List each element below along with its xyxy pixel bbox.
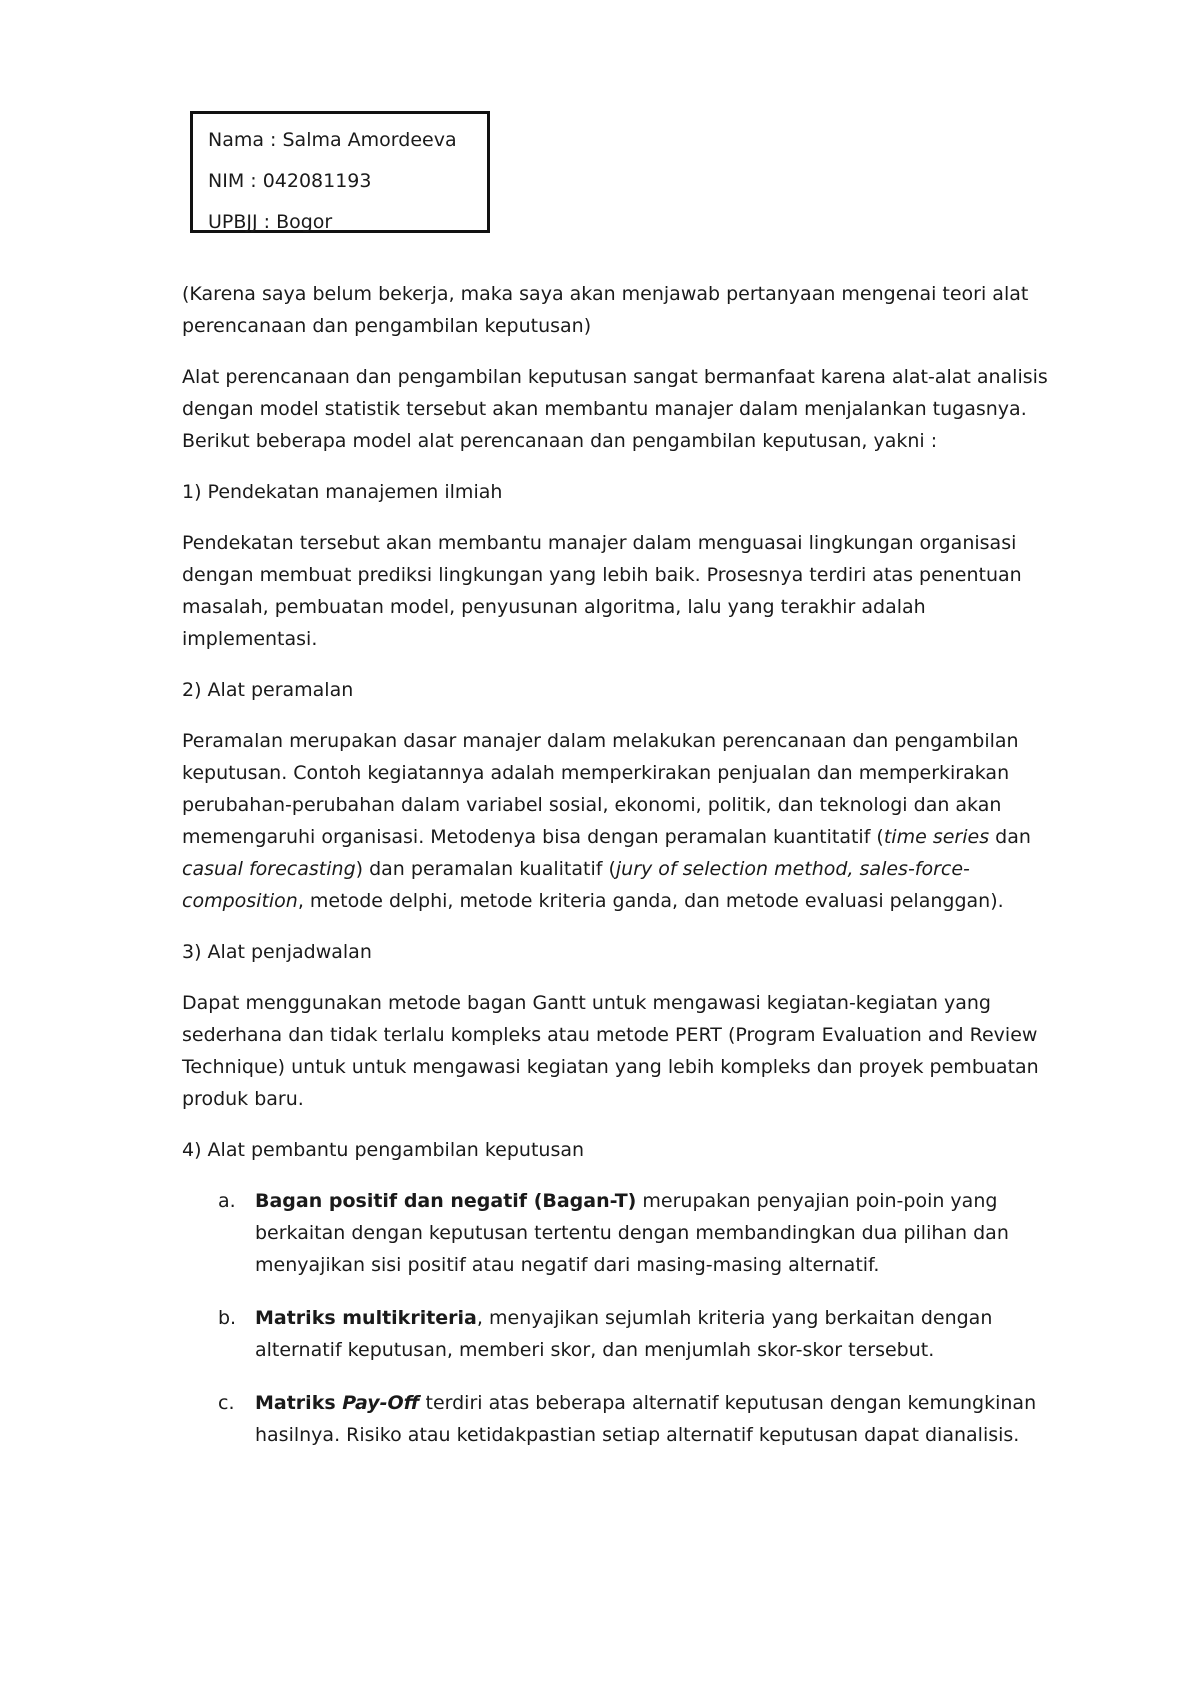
section-2-text-a: Peramalan merupakan dasar manajer dalam melakukan perencanaan dan pengambilan keputusan. Contoh kegiatannya adalah memperkirakan penjualan dan memperkirakan perubahan-perubahan dalam variabel sosial, ekonomi, politik, dan teknologi dan akan memengaruhi organisasi. Metodenya bisa dengan peramalan kuantitatif ( bbox=[182, 730, 1019, 848]
intro-paragraph: Alat perencanaan dan pengambilan keputusan sangat bermanfaat karena alat-alat analisis dengan model statistik tersebut akan membantu manajer dalam menjalankan tugasnya. Berikut beberapa model alat perencanaan dan pengambilan keputusan, yakni : bbox=[182, 366, 1048, 452]
term-jury-of-selection: jury of selection method, sales-force-composition bbox=[182, 858, 970, 912]
item-text: merupakan penyajian poin-poin yang berkaitan dengan keputusan tertentu dengan membandingkan dua pilihan dan menyajikan sisi positif atau negatif dari masing-masing alternatif. bbox=[255, 1190, 1009, 1276]
item-title: Matriks bbox=[255, 1392, 343, 1414]
section-2-text-c: ) dan peramalan kualitatif ( bbox=[355, 858, 616, 880]
section-4-heading: 4) Alat pembantu pengambilan keputusan bbox=[182, 1139, 585, 1161]
term-time-series: time series bbox=[883, 826, 990, 848]
item-title: Matriks multikriteria bbox=[255, 1307, 477, 1329]
intro-note: (Karena saya belum bekerja, maka saya akan menjawab pertanyaan mengenai teori alat perencanaan dan pengambilan keputusan) bbox=[182, 283, 1029, 337]
item-title-italic: Pay-Off bbox=[342, 1392, 420, 1414]
term-casual-forecasting: casual forecasting bbox=[182, 858, 356, 880]
section-3-heading: 3) Alat penjadwalan bbox=[182, 941, 372, 963]
section-2-text-b: dan bbox=[989, 826, 1031, 848]
list-item bbox=[182, 1302, 1052, 1366]
item-text: , menyajikan sejumlah kriteria yang berkaitan dengan alternatif keputusan, memberi skor, dan menjumlah skor-skor tersebut. bbox=[255, 1307, 993, 1361]
item-title: Bagan positif dan negatif (Bagan-T) bbox=[255, 1190, 637, 1212]
document-body bbox=[182, 278, 1052, 1472]
section-1-body: Pendekatan tersebut akan membantu manajer dalam menguasai lingkungan organisasi dengan membuat prediksi lingkungan yang lebih baik. Prosesnya terdiri atas penentuan masalah, pembuatan model, penyusunan algoritma, lalu yang terakhir adalah implementasi. bbox=[182, 532, 1022, 650]
name-line: Nama : Salma Amordeeva bbox=[208, 129, 457, 151]
nim-line: NIM : 042081193 bbox=[208, 170, 372, 192]
identity-box bbox=[190, 111, 490, 233]
section-2-text-d: , metode delphi, metode kriteria ganda, dan metode evaluasi pelanggan). bbox=[297, 890, 1004, 912]
section-2-heading: 2) Alat peramalan bbox=[182, 679, 354, 701]
decision-tools-list bbox=[182, 1185, 1052, 1451]
section-3-body: Dapat menggunakan metode bagan Gantt untuk mengawasi kegiatan-kegiatan yang sederhana dan tidak terlalu kompleks atau metode PERT (Program Evaluation and Review Technique) untuk untuk mengawasi kegiatan yang lebih kompleks dan proyek pembuatan produk baru. bbox=[182, 992, 1039, 1110]
item-text: terdiri atas beberapa alternatif keputusan dengan kemungkinan hasilnya. Risiko atau ketidakpastian setiap alternatif keputusan dapat dianalisis. bbox=[255, 1392, 1037, 1446]
list-item bbox=[182, 1387, 1052, 1451]
section-1-heading: 1) Pendekatan manajemen ilmiah bbox=[182, 481, 503, 503]
list-marker: a. bbox=[218, 1190, 236, 1212]
list-marker: b. bbox=[218, 1307, 237, 1329]
section-2-body bbox=[182, 725, 1052, 917]
upbjj-line: UPBJJ : Bogor bbox=[208, 211, 333, 233]
list-item bbox=[182, 1185, 1052, 1281]
list-marker: c. bbox=[218, 1392, 235, 1414]
